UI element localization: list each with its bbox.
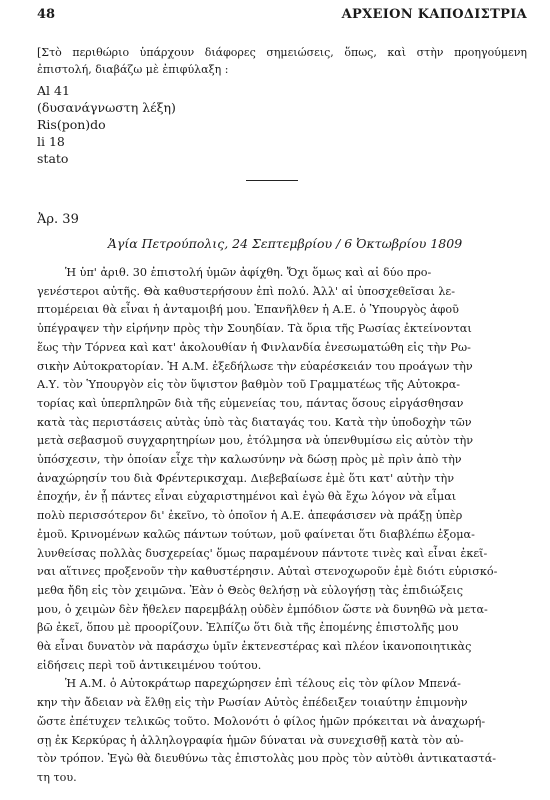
text-line: πολὺ περισσότερον δι' ἐκεῖνο, τὸ ὁποῖον ἡ Α.Ε. ἀπεφάσισεν νὰ πράξῃ ὑπὲρ (37, 509, 463, 523)
letter-number: Ἀρ. 39 (37, 212, 79, 227)
text-line: ἐμοῦ. Κρινομένων καλῶς πάντων τούτων, μοῦ φαίνεται ὅτι διαβλέπω ἐξομα- (37, 527, 475, 541)
text-line: μεθα ἤδη εἰς τὸν χειμῶνα. Ἐὰν ὁ Θεὸς θελήσῃ νὰ εὐλογήσῃ τὰς ἐπιδιώξεις (37, 583, 463, 597)
text-line: ὑπόσχεσιν, τὴν ὁποίαν εἶχε τὴν καλωσύνην νὰ δώσῃ πρὸς μὲ πρὶν ἀπὸ τὴν (37, 453, 462, 467)
text-line: βῶ ἐκεῖ, ὅπου μὲ προορίζουν. Ἐλπίζω ὅτι διὰ τῆς ἐπομένης ἐπιστολῆς μου (37, 621, 459, 635)
text-line: τη του. (37, 770, 77, 784)
text-line: γενέστεροι αὐτῆς. Θὰ καθυστερήσουν ἐπὶ πολύ. Ἀλλ' αἱ ὑποσχεθεῖσαι λε- (37, 284, 455, 298)
text-line: θὰ εἶναι δυνατὸν νὰ παράσχω ὑμῖν ἐκτενεστέρας καὶ πλέον ἱκανοποιητικὰς (37, 640, 472, 654)
transcription-line: Al 41 (37, 83, 70, 98)
transcription-line: li 18 (37, 134, 65, 149)
text-line: ναι αἵτινες προξενοῦν τὴν καθυστέρησιν. Αὐταὶ στενοχωροῦν ἐμὲ διότι εὑρισκό- (37, 565, 498, 579)
text-line: κατὰ τὰς περιστάσεις αὐτὰς ὑπὸ τὰς διαταγάς του. Κατὰ τὴν ὑποδοχὴν τῶν (37, 415, 472, 429)
paragraph-1 (37, 264, 524, 675)
text-line: ὑπέγραψεν τὴν εἰρήνην πρὸς τὴν Σουηδίαν. Τὰ ὅρια τῆς Ρωσίας ἐκτείνονται (37, 322, 472, 336)
editor-note: [Στὸ περιθώριο ὑπάρχουν διάφορες σημειώσεις, ὅπως, καὶ στὴν προηγούμενη ἐπιστολή, διαβάζω μὲ ἐπιφύλαξη : (37, 46, 527, 76)
text-line: κην τὴν ἄδειαν νὰ ἔλθῃ εἰς τὴν Ρωσίαν Αὐτὸς ἐπέδειξεν τοιαύτην ἐπιμονὴν (37, 696, 468, 710)
text-line: ἕως τὴν Τόρνεα καὶ κατ' ἀκολουθίαν ἡ Φινλανδία ἐνεσωματώθη εἰς τὴν Ρω- (37, 340, 471, 354)
paragraph-2 (37, 675, 524, 787)
text-line: πτομέρειαι θὰ εἶναι ἡ ἀνταμοιβή μου. Ἐπανῆλθεν ἡ Α.Ε. ὁ Ὑπουργὸς ἀφοῦ (37, 303, 459, 317)
text-line: ὥστε ἐπέτυχεν τελικῶς τοῦτο. Μολονότι ὁ φίλος ἡμῶν πρόκειται νὰ ἀναχωρή- (37, 714, 486, 728)
transcription-line: Ris(pon)do (37, 117, 106, 132)
text-line: Α.Υ. τὸν Ὑπουργὸν εἰς τὸν ὕψιστον βαθμὸν τοῦ Γραμματέως τῆς Αὐτοκρα- (37, 378, 461, 392)
text-line: εἰδήσεις περὶ τοῦ ἀντικειμένου τούτου. (37, 658, 262, 672)
text-line: μου, ὁ χειμὼν δὲν ἤθελεν παρεμβάλῃ οὐδὲν ἐμπόδιον ὥστε νὰ δυνηθῶ νὰ μετα- (37, 602, 488, 616)
journal-title: ΑΡΧΕΙΟΝ ΚΑΠΟΔΙΣΤΡΙΑ (341, 7, 527, 22)
text-line: τὸν τρόπον. Ἐγὼ θὰ διευθύνω τὰς ἐπιστολὰς μου πρὸς τὸν αὐτὸθι ἀντικαταστά- (37, 752, 497, 766)
text-line: ἐποχήν, ἐν ᾗ πάντες εἶναι εὐχαριστημένοι καὶ ἐγὼ θὰ ἔχω λόγον νὰ εἶμαι (37, 490, 457, 504)
text-line: σικὴν Αὐτοκρατορίαν. Ἡ Α.Μ. ἐξεδήλωσε τὴν εὐαρέσκειάν του προάγων τὴν (37, 359, 473, 373)
section-separator-rule (246, 180, 298, 181)
text-line: σῃ ἐκ Κερκύρας ἡ ἀλληλογραφία ἡμῶν δύναται νὰ συνεχισθῇ κατὰ τὸν αὐ- (37, 733, 464, 747)
text-line: μετὰ σεβασμοῦ συγχαρητηρίων μου, ἐτόλμησα νὰ ὑπενθυμίσω εἰς αὐτὸν τὴν (37, 434, 474, 448)
text-line: λυνθείσας πολλὰς δυσχερείας' ὅμως παραμένουν πάντοτε τινὲς καὶ εἶναι ἐκεῖ- (37, 546, 488, 560)
text-line: ἀναχώρησίν του διὰ Φρέντερικσχαμ. Διεβεβαίωσε ἐμὲ ὅτι κατ' αὐτὴν τὴν (37, 471, 455, 485)
page-number: 48 (37, 7, 56, 22)
text-line: Ἡ ὑπ' ἀριθ. 30 ἐπιστολή ὑμῶν ἀφίχθη. Ὄχι ὅμως καὶ αἱ δύο προ- (65, 266, 432, 279)
letter-dateline: Ἁγία Πετρούπολις, 24 Σεπτεμβρίου / 6 Ὀκτωβρίου 1809 (107, 236, 463, 251)
text-line: Ἡ Α.Μ. ὁ Αὐτοκράτωρ παρεχώρησεν ἐπὶ τέλους εἰς τὸν φίλον Μπενά- (65, 677, 461, 691)
marginal-transcription (37, 82, 337, 167)
transcription-line: (δυσανάγνωστη λέξη) (37, 100, 176, 115)
letter-body (37, 264, 524, 788)
running-head (37, 7, 527, 25)
transcription-line: stato (37, 151, 69, 166)
text-line: τορίας καὶ ὑπερπληρῶν διὰ τῆς εὐμενείας του, πάντας ὅσους εἰργάσθησαν (37, 396, 464, 410)
